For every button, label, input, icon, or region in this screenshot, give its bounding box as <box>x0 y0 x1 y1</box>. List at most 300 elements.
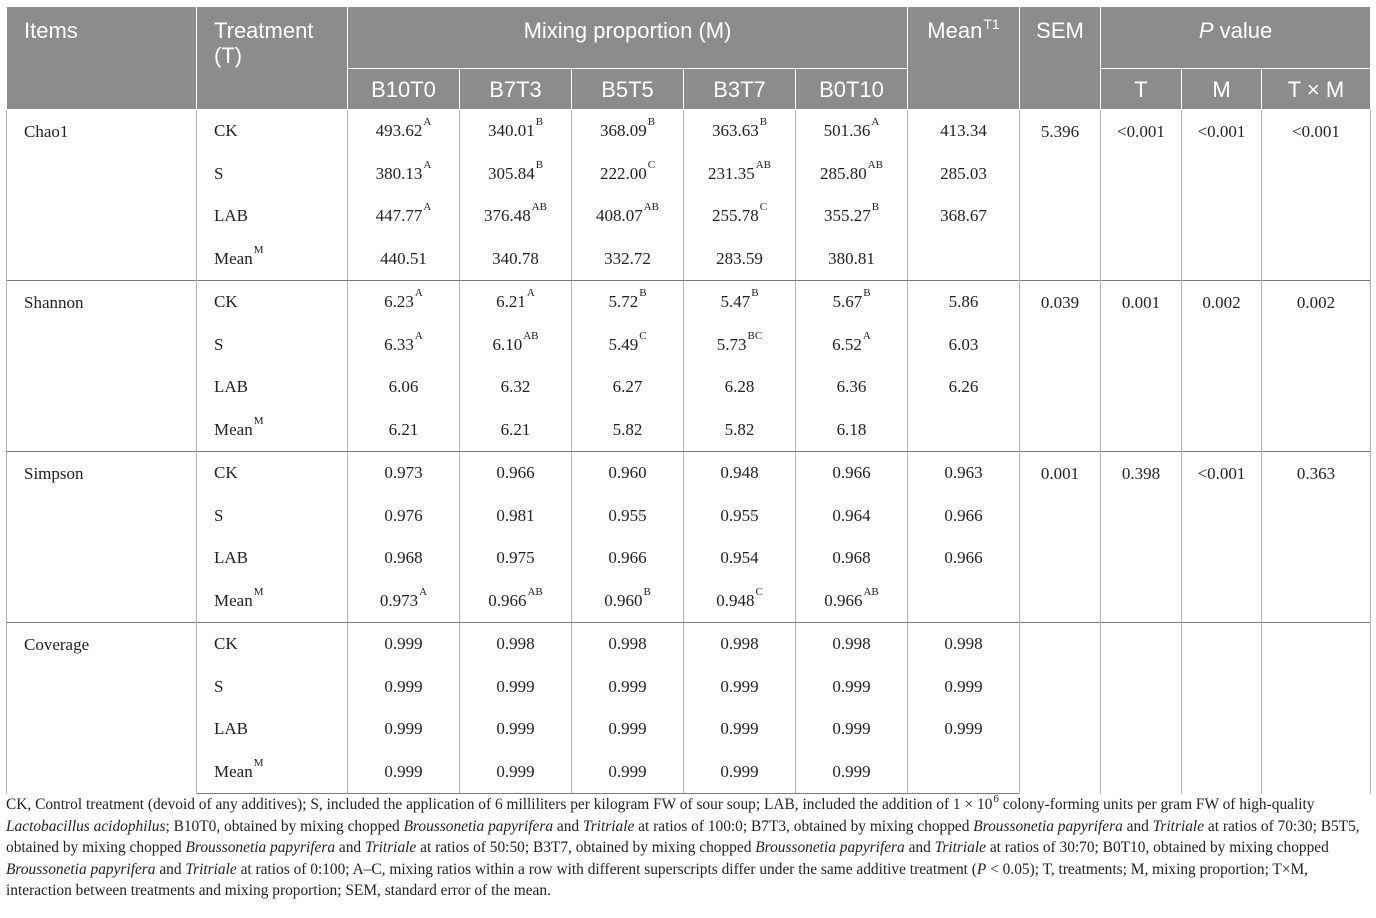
cell-superscript: A <box>419 585 428 598</box>
value-cell <box>796 751 908 794</box>
p-txm-cell: 0.363 <box>1262 452 1371 623</box>
cell-superscript: BC <box>747 329 763 342</box>
cell-value: 285.80 <box>819 163 867 183</box>
footnote-segment: Broussonetia papyrifera <box>185 839 336 856</box>
mean-cell: 0.998 <box>908 623 1020 666</box>
cell-value: 6.21 <box>496 292 526 312</box>
cell-value: 0.968 <box>832 548 871 568</box>
p-txm-cell: 0.002 <box>1262 281 1371 452</box>
footnote-segment: < 0.05); T, treatments; M, mixing proportion; T×M, interaction between treatments and mixing proportion; SEM, standard error of the mean. <box>6 860 1309 899</box>
p-m-cell: 0.002 <box>1182 281 1262 452</box>
cell-value: 0.998 <box>720 634 759 654</box>
cell-value: 408.07 <box>595 206 643 226</box>
p-m-cell: <0.001 <box>1182 452 1262 623</box>
cell-superscript: A <box>414 287 423 300</box>
treatment-label-sup: M <box>253 756 264 769</box>
cell-value: 0.966 <box>608 548 647 568</box>
table-row <box>7 110 1371 153</box>
value-cell <box>460 580 572 623</box>
value-cell <box>684 537 796 580</box>
footnote-segment: and <box>335 839 365 856</box>
cell-value: 363.63 <box>711 121 759 141</box>
header-sub-b10t0: B10T0 <box>348 69 460 110</box>
cell-value: 380.13 <box>375 163 423 183</box>
treatment-label-text: Mean <box>214 248 253 268</box>
treatment-label-text: CK <box>214 121 238 141</box>
cell-superscript: B <box>639 287 647 300</box>
value-cell <box>572 409 684 452</box>
footnote-segment: Broussonetia papyrifera <box>973 817 1123 835</box>
treatment-label-text: S <box>214 163 224 183</box>
mean-cell: 413.34 <box>908 110 1020 153</box>
cell-superscript: B <box>751 287 759 300</box>
treatment-label <box>197 238 348 281</box>
cell-superscript: AB <box>643 201 660 214</box>
cell-value: 355.27 <box>823 206 871 226</box>
treatment-label <box>197 623 348 666</box>
value-cell <box>684 495 796 538</box>
cell-value: 0.948 <box>716 590 755 610</box>
table-row <box>7 623 1371 666</box>
cell-superscript: B <box>535 116 544 129</box>
p-t-cell: <0.001 <box>1101 110 1182 281</box>
cell-value: 6.06 <box>388 377 419 397</box>
treatment-label <box>197 110 348 153</box>
header-sub-b3t7: B3T7 <box>684 69 796 110</box>
cell-value: 6.36 <box>836 377 867 397</box>
footnote-segment: P <box>976 860 987 878</box>
value-cell <box>460 195 572 238</box>
treatment-label <box>197 708 348 751</box>
sem-cell <box>1020 623 1101 794</box>
cell-value: 6.27 <box>612 377 643 397</box>
p-txm-cell <box>1262 623 1371 794</box>
cell-value: 0.999 <box>832 719 871 739</box>
value-cell <box>796 708 908 751</box>
cell-superscript: AB <box>527 585 543 598</box>
cell-value: 5.49 <box>608 334 639 354</box>
cell-value: 0.999 <box>608 719 647 739</box>
table-row <box>7 281 1371 324</box>
mean-cell: 285.03 <box>908 153 1020 196</box>
cell-value: 0.973 <box>379 590 419 610</box>
value-cell <box>572 623 684 666</box>
treatment-label <box>197 452 348 495</box>
p-t-cell: 0.398 <box>1101 452 1182 623</box>
cell-value: 0.998 <box>608 634 647 654</box>
cell-value: 0.948 <box>720 463 759 483</box>
treatment-label-text: Mean <box>214 761 253 781</box>
cell-value: 231.35 <box>707 163 755 183</box>
cell-value: 0.955 <box>720 505 759 525</box>
value-cell <box>572 366 684 409</box>
value-cell <box>572 281 684 324</box>
header-p-rest: value <box>1213 18 1273 43</box>
value-cell <box>572 537 684 580</box>
treatment-label <box>197 580 348 623</box>
footnote-segment: and <box>155 860 186 878</box>
p-t-cell <box>1101 623 1182 794</box>
sem-cell: 0.001 <box>1020 452 1101 623</box>
footnote-segment: and <box>904 839 935 856</box>
cell-value: 0.998 <box>496 634 535 654</box>
value-cell <box>796 537 908 580</box>
cell-value: 5.72 <box>608 292 639 312</box>
header-sub-p-txm: T × M <box>1262 69 1371 110</box>
header-p-value <box>1101 7 1371 69</box>
cell-value: 0.973 <box>384 463 423 483</box>
value-cell <box>796 110 908 153</box>
cell-value: 0.999 <box>608 761 647 781</box>
cell-superscript: A <box>423 116 432 129</box>
header-sem: SEM <box>1020 7 1101 110</box>
cell-superscript: AB <box>867 158 884 171</box>
value-cell <box>796 666 908 709</box>
value-cell <box>460 452 572 495</box>
value-cell <box>348 495 460 538</box>
header-sub-b7t3: B7T3 <box>460 69 572 110</box>
cell-value: 6.33 <box>384 334 414 354</box>
footnote-segment: CK, Control treatment (devoid of any additives); S, included the application of 6 milliliters per kilogram FW of sour soup; LAB, included the addition of 1 × 10 <box>6 796 993 813</box>
value-cell <box>460 409 572 452</box>
cell-value: 0.998 <box>832 634 871 654</box>
footnote-segment: Tritriale <box>364 839 417 856</box>
footnote-segment: and <box>1122 817 1153 835</box>
value-cell <box>460 153 572 196</box>
footnote-segment: at ratios of 30:70; B0T10, obtained by mixing chopped <box>985 839 1329 856</box>
value-cell <box>684 580 796 623</box>
p-t-cell: 0.001 <box>1101 281 1182 452</box>
value-cell <box>684 666 796 709</box>
header-mixing-proportion: Mixing proportion (M) <box>348 7 908 69</box>
header-mean-sup: T1 <box>983 16 1000 32</box>
value-cell <box>796 195 908 238</box>
table-row <box>7 452 1371 495</box>
value-cell <box>348 195 460 238</box>
treatment-label <box>197 366 348 409</box>
value-cell <box>684 238 796 281</box>
value-cell <box>460 366 572 409</box>
value-cell <box>796 452 908 495</box>
cell-value: 6.23 <box>384 292 414 312</box>
mean-cell: 0.966 <box>908 537 1020 580</box>
cell-value: 0.999 <box>384 634 423 654</box>
header-sub-b5t5: B5T5 <box>572 69 684 110</box>
value-cell <box>684 281 796 324</box>
value-cell <box>684 153 796 196</box>
header-mean-text: Mean <box>927 18 983 43</box>
cell-superscript: C <box>759 201 768 214</box>
cell-superscript: B <box>535 158 544 171</box>
p-m-cell: <0.001 <box>1182 110 1262 281</box>
cell-value: 5.82 <box>612 419 643 439</box>
value-cell <box>572 238 684 281</box>
item-name: Simpson <box>7 452 197 623</box>
cell-superscript: C <box>639 329 647 342</box>
cell-value: 0.999 <box>832 676 871 696</box>
value-cell <box>460 281 572 324</box>
cell-superscript: AB <box>523 329 539 342</box>
cell-value: 340.78 <box>492 248 539 268</box>
value-cell <box>460 623 572 666</box>
value-cell <box>348 281 460 324</box>
treatment-label-sup: M <box>253 585 264 598</box>
cell-value: 6.21 <box>500 419 531 439</box>
footnote-segment: Tritriale <box>582 817 635 835</box>
value-cell <box>348 366 460 409</box>
cell-value: 5.82 <box>724 419 755 439</box>
header-treatment: Treatment (T) <box>197 7 348 110</box>
value-cell <box>348 751 460 794</box>
cell-value: 0.999 <box>496 761 535 781</box>
footnote-segment: Broussonetia papyrifera <box>755 839 905 856</box>
value-cell <box>572 452 684 495</box>
cell-value: 6.32 <box>500 377 531 397</box>
value-cell <box>572 751 684 794</box>
footnote-segment: 6 <box>993 793 999 805</box>
value-cell <box>348 580 460 623</box>
value-cell <box>796 366 908 409</box>
mean-cell <box>908 238 1020 281</box>
mean-cell <box>908 751 1020 794</box>
data-table-container <box>6 6 1370 794</box>
treatment-label <box>197 324 348 367</box>
mean-cell: 0.999 <box>908 666 1020 709</box>
cell-value: 376.48 <box>483 206 531 226</box>
cell-value: 0.966 <box>824 590 863 610</box>
cell-superscript: AB <box>863 585 879 598</box>
item-name: Shannon <box>7 281 197 452</box>
cell-value: 0.975 <box>496 548 535 568</box>
treatment-label <box>197 666 348 709</box>
value-cell <box>684 324 796 367</box>
value-cell <box>796 324 908 367</box>
cell-value: 501.36 <box>823 121 871 141</box>
value-cell <box>796 281 908 324</box>
value-cell <box>348 110 460 153</box>
mean-cell: 5.86 <box>908 281 1020 324</box>
treatment-label-text: CK <box>214 292 238 312</box>
cell-value: 0.955 <box>608 505 647 525</box>
cell-value: 222.00 <box>599 163 647 183</box>
cell-value: 440.51 <box>380 248 427 268</box>
cell-value: 0.960 <box>608 463 647 483</box>
value-cell <box>572 495 684 538</box>
cell-value: 447.77 <box>375 206 423 226</box>
cell-value: 0.964 <box>832 505 871 525</box>
treatment-label-text: LAB <box>214 719 248 739</box>
cell-value: 493.62 <box>375 121 423 141</box>
cell-value: 6.52 <box>832 334 862 354</box>
footnote-segment: ; B10T0, obtained by mixing chopped <box>165 817 404 835</box>
footnote-segment: Tritriale <box>934 839 986 856</box>
value-cell <box>684 452 796 495</box>
cell-superscript: A <box>423 158 432 171</box>
treatment-label <box>197 195 348 238</box>
value-cell <box>796 153 908 196</box>
cell-value: 340.01 <box>487 121 535 141</box>
cell-value: 332.72 <box>604 248 651 268</box>
value-cell <box>460 238 572 281</box>
p-txm-cell: <0.001 <box>1262 110 1371 281</box>
mean-cell: 6.26 <box>908 366 1020 409</box>
footnote-segment: Tritriale <box>1152 817 1205 835</box>
cell-value: 0.999 <box>384 761 423 781</box>
cell-superscript: AB <box>531 201 548 214</box>
cell-superscript: A <box>871 116 880 129</box>
cell-superscript: B <box>643 585 651 598</box>
footnote-segment: Lactobacillus acidophilus <box>6 817 166 835</box>
table-header <box>7 7 1371 110</box>
treatment-label-text: Mean <box>214 419 253 439</box>
sem-cell: 5.396 <box>1020 110 1101 281</box>
value-cell <box>572 666 684 709</box>
value-cell <box>572 110 684 153</box>
value-cell <box>460 110 572 153</box>
value-cell <box>684 366 796 409</box>
treatment-label <box>197 153 348 196</box>
treatment-label-text: LAB <box>214 206 248 226</box>
footnote-segment: and <box>553 817 583 835</box>
cell-value: 305.84 <box>487 163 535 183</box>
footnote-segment: at ratios of 100:0; B7T3, obtained by mixing chopped <box>634 817 974 835</box>
cell-value: 0.981 <box>496 505 535 525</box>
header-p-italic: P <box>1198 18 1214 43</box>
treatment-label <box>197 495 348 538</box>
cell-value: 283.59 <box>716 248 763 268</box>
cell-superscript: B <box>759 116 768 129</box>
diversity-table <box>6 6 1371 794</box>
cell-superscript: B <box>647 116 656 129</box>
p-m-cell <box>1182 623 1262 794</box>
cell-value: 380.81 <box>828 248 875 268</box>
cell-value: 5.67 <box>832 292 863 312</box>
cell-value: 0.999 <box>720 761 759 781</box>
cell-value: 0.966 <box>832 463 871 483</box>
cell-superscript: B <box>871 201 880 214</box>
cell-superscript: C <box>647 158 656 171</box>
cell-superscript: AB <box>755 158 772 171</box>
cell-value: 0.999 <box>832 761 871 781</box>
value-cell <box>460 708 572 751</box>
treatment-label <box>197 751 348 794</box>
table-footnote <box>6 794 1370 902</box>
value-cell <box>348 537 460 580</box>
value-cell <box>348 324 460 367</box>
cell-superscript: A <box>414 329 423 342</box>
cell-superscript: A <box>862 329 871 342</box>
value-cell <box>684 110 796 153</box>
cell-value: 0.999 <box>496 719 535 739</box>
cell-value: 255.78 <box>711 206 759 226</box>
treatment-label-text: S <box>214 676 224 696</box>
cell-value: 0.999 <box>384 676 423 696</box>
header-mean <box>908 7 1020 110</box>
cell-value: 0.976 <box>384 505 423 525</box>
cell-value: 6.18 <box>836 419 867 439</box>
footnote-segment: at ratios of 0:100; A–C, mixing ratios within a row with different superscripts differ under the same additive treatment ( <box>236 860 977 878</box>
value-cell <box>572 153 684 196</box>
treatment-label <box>197 537 348 580</box>
treatment-label-text: S <box>214 505 224 525</box>
cell-value: 0.954 <box>720 548 759 568</box>
value-cell <box>460 537 572 580</box>
footnote-segment: Broussonetia papyrifera <box>6 860 156 878</box>
cell-superscript: A <box>423 201 432 214</box>
cell-value: 0.968 <box>384 548 423 568</box>
value-cell <box>348 409 460 452</box>
treatment-label <box>197 409 348 452</box>
table-body <box>7 110 1371 794</box>
treatment-label <box>197 281 348 324</box>
mean-cell: 368.67 <box>908 195 1020 238</box>
value-cell <box>572 195 684 238</box>
value-cell <box>796 495 908 538</box>
mean-cell: 0.999 <box>908 708 1020 751</box>
cell-value: 0.999 <box>384 719 423 739</box>
mean-cell: 6.03 <box>908 324 1020 367</box>
value-cell <box>348 238 460 281</box>
cell-value: 0.966 <box>496 463 535 483</box>
cell-value: 0.999 <box>720 676 759 696</box>
footnote-segment: at ratios of 70:30; B5T5, obtained by mixing chopped <box>6 817 1360 856</box>
cell-value: 6.21 <box>388 419 419 439</box>
footnote-segment: Broussonetia papyrifera <box>403 817 554 835</box>
header-items: Items <box>7 7 197 110</box>
value-cell <box>796 409 908 452</box>
cell-value: 0.960 <box>604 590 643 610</box>
treatment-label-sup: M <box>253 243 264 256</box>
value-cell <box>572 324 684 367</box>
value-cell <box>796 238 908 281</box>
treatment-label-text: LAB <box>214 548 248 568</box>
value-cell <box>348 623 460 666</box>
treatment-label-text: CK <box>214 634 238 654</box>
footnote-segment: colony-forming units per gram FW of high-quality <box>998 796 1315 813</box>
value-cell <box>572 580 684 623</box>
cell-superscript: A <box>526 287 535 300</box>
cell-value: 0.966 <box>488 590 527 610</box>
cell-superscript: B <box>863 287 871 300</box>
cell-value: 5.73 <box>716 334 747 354</box>
cell-value: 0.999 <box>608 676 647 696</box>
cell-value: 6.10 <box>492 334 523 354</box>
value-cell <box>684 751 796 794</box>
mean-cell <box>908 409 1020 452</box>
sem-cell: 0.039 <box>1020 281 1101 452</box>
treatment-label-text: Mean <box>214 590 253 610</box>
item-name: Chao1 <box>7 110 197 281</box>
mean-cell <box>908 580 1020 623</box>
mean-cell: 0.966 <box>908 495 1020 538</box>
value-cell <box>348 153 460 196</box>
value-cell <box>684 623 796 666</box>
value-cell <box>460 324 572 367</box>
value-cell <box>348 666 460 709</box>
value-cell <box>796 580 908 623</box>
value-cell <box>348 452 460 495</box>
value-cell <box>348 708 460 751</box>
treatment-label-text: CK <box>214 463 238 483</box>
footnote-segment: Tritriale <box>185 860 237 878</box>
header-sub-p-t: T <box>1101 69 1182 110</box>
treatment-label-sup: M <box>253 414 264 427</box>
cell-value: 0.999 <box>496 676 535 696</box>
header-sub-p-m: M <box>1182 69 1262 110</box>
item-name: Coverage <box>7 623 197 794</box>
header-sub-b0t10: B0T10 <box>796 69 908 110</box>
value-cell <box>460 666 572 709</box>
